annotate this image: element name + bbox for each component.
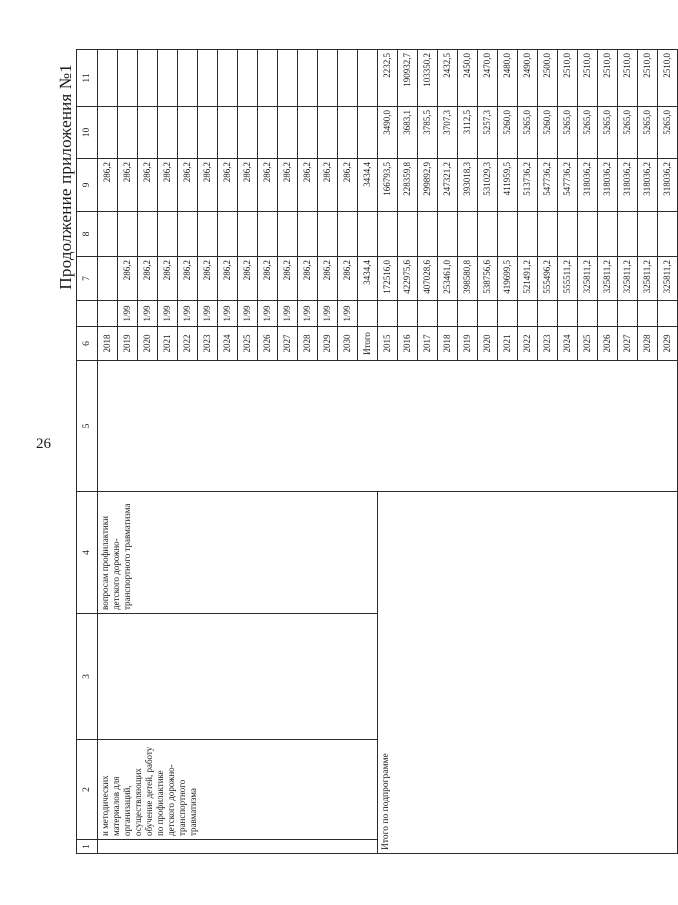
- year-cell: 2019: [458, 327, 478, 361]
- amount-col9-cell: 286,2: [298, 159, 318, 212]
- amount-col10-cell: [198, 107, 218, 159]
- amount-col9-cell: 286,2: [178, 159, 198, 212]
- amount-col11-cell: 2500,0: [538, 50, 558, 107]
- amount-col8-cell: [358, 212, 378, 257]
- amount-col10-cell: [278, 107, 298, 159]
- amount-col8-cell: [658, 212, 678, 257]
- amount-col11-cell: 2432,5: [438, 50, 458, 107]
- amount-col9-cell: 228359,8: [398, 159, 418, 212]
- code-cell: 1/99: [318, 301, 338, 327]
- table-row: [98, 50, 118, 854]
- amount-col10-cell: 5265,0: [578, 107, 598, 159]
- amount-col9-cell: 513736,2: [518, 159, 538, 212]
- amount-col7-cell: 538756,6: [478, 257, 498, 301]
- amount-col10-cell: [118, 107, 138, 159]
- appendix-title: Продолжение приложения №1: [56, 64, 75, 290]
- amount-col11-cell: 2510,0: [578, 50, 598, 107]
- amount-col10-cell: 5257,3: [478, 107, 498, 159]
- amount-col10-cell: [218, 107, 238, 159]
- amount-col8-cell: [178, 212, 198, 257]
- code-cell: [98, 301, 118, 327]
- subprogram-total-label: Итого по подпрограмме: [378, 492, 678, 854]
- amount-col7-cell: 325811,2: [578, 257, 598, 301]
- amount-col7-cell: 286,2: [178, 257, 198, 301]
- amount-col11-cell: [158, 50, 178, 107]
- code-cell: 1/99: [158, 301, 178, 327]
- amount-col9-cell: 286,2: [118, 159, 138, 212]
- amount-col9-cell: 299892,9: [418, 159, 438, 212]
- amount-col9-cell: 286,2: [198, 159, 218, 212]
- amount-col7-cell: 325811,2: [618, 257, 638, 301]
- amount-col11-cell: [218, 50, 238, 107]
- year-cell: 2028: [298, 327, 318, 361]
- amount-col10-cell: 5265,0: [518, 107, 538, 159]
- column-number: 4: [77, 492, 98, 614]
- year-cell: 2027: [278, 327, 298, 361]
- amount-col7-cell: 253461,0: [438, 257, 458, 301]
- amount-col7-cell: 521491,2: [518, 257, 538, 301]
- amount-col9-cell: 247321,2: [438, 159, 458, 212]
- amount-col8-cell: [238, 212, 258, 257]
- amount-col11-cell: 2510,0: [638, 50, 658, 107]
- amount-col10-cell: [298, 107, 318, 159]
- code-cell: [378, 301, 398, 327]
- amount-col8-cell: [258, 212, 278, 257]
- amount-col8-cell: [618, 212, 638, 257]
- year-cell: 2021: [498, 327, 518, 361]
- code-cell: 1/99: [118, 301, 138, 327]
- amount-col11-cell: 103350,2: [418, 50, 438, 107]
- amount-col8-cell: [638, 212, 658, 257]
- column-number: 8: [77, 212, 98, 257]
- code-cell: 1/99: [238, 301, 258, 327]
- year-cell: 2022: [178, 327, 198, 361]
- amount-col10-cell: 5265,0: [658, 107, 678, 159]
- amount-col11-cell: [318, 50, 338, 107]
- amount-col9-cell: 286,2: [238, 159, 258, 212]
- amount-col8-cell: [458, 212, 478, 257]
- amount-col9-cell: 411959,5: [498, 159, 518, 212]
- year-cell: 2023: [538, 327, 558, 361]
- code-cell: 1/99: [198, 301, 218, 327]
- year-cell: 2024: [558, 327, 578, 361]
- amount-col7-cell: 286,2: [118, 257, 138, 301]
- amount-col7-cell: 286,2: [198, 257, 218, 301]
- amount-col9-cell: 286,2: [138, 159, 158, 212]
- column-number-row: [77, 50, 98, 854]
- amount-col7-cell: 286,2: [278, 257, 298, 301]
- amount-col8-cell: [158, 212, 178, 257]
- amount-col8-cell: [278, 212, 298, 257]
- year-cell: 2028: [638, 327, 658, 361]
- amount-col7-cell: 286,2: [318, 257, 338, 301]
- year-cell: 2022: [518, 327, 538, 361]
- amount-col9-cell: 318036,2: [578, 159, 598, 212]
- amount-col9-cell: 286,2: [98, 159, 118, 212]
- amount-col11-cell: [238, 50, 258, 107]
- column-number: 11: [77, 50, 98, 107]
- amount-col10-cell: [178, 107, 198, 159]
- amount-col11-cell: [98, 50, 118, 107]
- amount-col7-cell: 286,2: [158, 257, 178, 301]
- code-cell: [538, 301, 558, 327]
- amount-col7-cell: 286,2: [138, 257, 158, 301]
- amount-col11-cell: 2510,0: [598, 50, 618, 107]
- year-cell: 2015: [378, 327, 398, 361]
- code-cell: [658, 301, 678, 327]
- amount-col9-cell: 318036,2: [618, 159, 638, 212]
- amount-col8-cell: [398, 212, 418, 257]
- amount-col8-cell: [498, 212, 518, 257]
- column-number: 6: [77, 327, 98, 361]
- amount-col8-cell: [198, 212, 218, 257]
- amount-col11-cell: 2510,0: [658, 50, 678, 107]
- year-cell: 2030: [338, 327, 358, 361]
- amount-col11-cell: 2510,0: [618, 50, 638, 107]
- year-cell: 2025: [578, 327, 598, 361]
- amount-col9-cell: 531029,3: [478, 159, 498, 212]
- amount-col8-cell: [218, 212, 238, 257]
- amount-col9-cell: 318036,2: [598, 159, 618, 212]
- amount-col9-cell: 286,2: [318, 159, 338, 212]
- amount-col8-cell: [598, 212, 618, 257]
- code-cell: 1/99: [178, 301, 198, 327]
- amount-col11-cell: [358, 50, 378, 107]
- amount-col10-cell: 3707,3: [438, 107, 458, 159]
- code-cell: 1/99: [258, 301, 278, 327]
- amount-col7-cell: 325811,2: [598, 257, 618, 301]
- amount-col8-cell: [138, 212, 158, 257]
- code-cell: 1/99: [138, 301, 158, 327]
- code-cell: 1/99: [298, 301, 318, 327]
- amount-col9-cell: 286,2: [338, 159, 358, 212]
- activity-name-cell: и методических материалов для организаций, осуществляющих обучение детей, работу по профилактике детского дорожно-транспортного травматизма: [98, 740, 378, 840]
- amount-col7-cell: 286,2: [258, 257, 278, 301]
- code-cell: [638, 301, 658, 327]
- code-cell: 1/99: [278, 301, 298, 327]
- amount-col8-cell: [518, 212, 538, 257]
- code-cell: [498, 301, 518, 327]
- year-cell: Итого: [358, 327, 378, 361]
- amount-col7-cell: 325811,2: [638, 257, 658, 301]
- amount-col7-cell: 555511,2: [558, 257, 578, 301]
- amount-col10-cell: 3785,5: [418, 107, 438, 159]
- amount-col11-cell: 2510,0: [558, 50, 578, 107]
- amount-col7-cell: 286,2: [238, 257, 258, 301]
- amount-col11-cell: [138, 50, 158, 107]
- amount-col7-cell: 286,2: [298, 257, 318, 301]
- amount-col8-cell: [338, 212, 358, 257]
- year-cell: 2027: [618, 327, 638, 361]
- amount-col9-cell: 286,2: [158, 159, 178, 212]
- amount-col7-cell: 555496,2: [538, 257, 558, 301]
- column-number: 5: [77, 361, 98, 492]
- amount-col11-cell: 190932,7: [398, 50, 418, 107]
- table-body: [77, 50, 678, 854]
- code-cell: [558, 301, 578, 327]
- amount-col9-cell: 166793,5: [378, 159, 398, 212]
- year-cell: 2029: [318, 327, 338, 361]
- year-cell: 2017: [418, 327, 438, 361]
- column-number: 10: [77, 107, 98, 159]
- code-cell: [418, 301, 438, 327]
- year-cell: 2023: [198, 327, 218, 361]
- year-cell: 2019: [118, 327, 138, 361]
- amount-col7-cell: 325811,2: [658, 257, 678, 301]
- year-cell: 2018: [438, 327, 458, 361]
- amount-col10-cell: 5265,0: [558, 107, 578, 159]
- column-number: 7: [77, 257, 98, 301]
- amount-col10-cell: 5260,0: [498, 107, 518, 159]
- amount-col8-cell: [318, 212, 338, 257]
- amount-col7-cell: 3434,4: [358, 257, 378, 301]
- amount-col7-cell: 286,2: [218, 257, 238, 301]
- amount-col10-cell: 5260,0: [538, 107, 558, 159]
- amount-col10-cell: 5265,0: [618, 107, 638, 159]
- amount-col10-cell: [258, 107, 278, 159]
- amount-col11-cell: 2470,0: [478, 50, 498, 107]
- col3-cell: [98, 614, 378, 740]
- amount-col8-cell: [98, 212, 118, 257]
- amount-col11-cell: [338, 50, 358, 107]
- amount-col9-cell: 318036,2: [638, 159, 658, 212]
- amount-col9-cell: 547736,2: [558, 159, 578, 212]
- column-number: 9: [77, 159, 98, 212]
- amount-col10-cell: [238, 107, 258, 159]
- amount-col9-cell: 286,2: [278, 159, 298, 212]
- code-cell: 1/99: [218, 301, 238, 327]
- column-number: [77, 301, 98, 327]
- amount-col10-cell: [318, 107, 338, 159]
- amount-col10-cell: 3112,5: [458, 107, 478, 159]
- code-cell: [398, 301, 418, 327]
- amount-col11-cell: 2232,5: [378, 50, 398, 107]
- amount-col10-cell: 5265,0: [598, 107, 618, 159]
- amount-col11-cell: 2450,0: [458, 50, 478, 107]
- amount-col10-cell: 5265,0: [638, 107, 658, 159]
- year-cell: 2016: [398, 327, 418, 361]
- amount-col7-cell: 172516,0: [378, 257, 398, 301]
- year-cell: 2024: [218, 327, 238, 361]
- code-cell: [618, 301, 638, 327]
- amount-col8-cell: [438, 212, 458, 257]
- code-cell: [578, 301, 598, 327]
- col1-cell: [98, 840, 378, 854]
- year-cell: 2020: [478, 327, 498, 361]
- amount-col8-cell: [538, 212, 558, 257]
- amount-col8-cell: [418, 212, 438, 257]
- amount-col11-cell: [258, 50, 278, 107]
- year-cell: 2021: [158, 327, 178, 361]
- amount-col10-cell: [158, 107, 178, 159]
- column-number: 1: [77, 840, 98, 854]
- amount-col8-cell: [298, 212, 318, 257]
- code-cell: 1/99: [338, 301, 358, 327]
- year-cell: 2025: [238, 327, 258, 361]
- amount-col9-cell: 393018,3: [458, 159, 478, 212]
- amount-col8-cell: [378, 212, 398, 257]
- amount-col10-cell: 3683,1: [398, 107, 418, 159]
- rotated-page-content: [56, 50, 672, 854]
- amount-col8-cell: [558, 212, 578, 257]
- amount-col9-cell: 286,2: [218, 159, 238, 212]
- amount-col7-cell: 422975,6: [398, 257, 418, 301]
- amount-col7-cell: [98, 257, 118, 301]
- amount-col8-cell: [118, 212, 138, 257]
- activity-description-cell: вопросам профилактики детского дорожно-транспортного травматизма: [98, 492, 378, 614]
- amount-col11-cell: [278, 50, 298, 107]
- amount-col11-cell: [118, 50, 138, 107]
- page-number: 26: [36, 436, 51, 452]
- year-cell: 2026: [598, 327, 618, 361]
- amount-col8-cell: [478, 212, 498, 257]
- amount-col9-cell: 3434,4: [358, 159, 378, 212]
- amount-col11-cell: 2490,0: [518, 50, 538, 107]
- year-cell: 2026: [258, 327, 278, 361]
- code-cell: [438, 301, 458, 327]
- amount-col10-cell: [138, 107, 158, 159]
- col5-cell: [98, 361, 678, 492]
- amount-col9-cell: 547736,2: [538, 159, 558, 212]
- year-cell: 2029: [658, 327, 678, 361]
- code-cell: [458, 301, 478, 327]
- amount-col11-cell: [198, 50, 218, 107]
- code-cell: [598, 301, 618, 327]
- amount-col10-cell: [98, 107, 118, 159]
- amount-col11-cell: [178, 50, 198, 107]
- year-cell: 2018: [98, 327, 118, 361]
- column-number: 3: [77, 614, 98, 740]
- column-number: 2: [77, 740, 98, 840]
- amount-col7-cell: 407028,6: [418, 257, 438, 301]
- amount-col8-cell: [578, 212, 598, 257]
- amount-col10-cell: [358, 107, 378, 159]
- amount-col7-cell: 398580,8: [458, 257, 478, 301]
- budget-table: [76, 49, 678, 854]
- amount-col11-cell: [298, 50, 318, 107]
- code-cell: [518, 301, 538, 327]
- amount-col11-cell: 2480,0: [498, 50, 518, 107]
- amount-col7-cell: 286,2: [338, 257, 358, 301]
- amount-col7-cell: 419699,5: [498, 257, 518, 301]
- amount-col9-cell: 286,2: [258, 159, 278, 212]
- code-cell: [358, 301, 378, 327]
- year-cell: 2020: [138, 327, 158, 361]
- amount-col9-cell: 318036,2: [658, 159, 678, 212]
- code-cell: [478, 301, 498, 327]
- amount-col10-cell: 3490,0: [378, 107, 398, 159]
- amount-col10-cell: [338, 107, 358, 159]
